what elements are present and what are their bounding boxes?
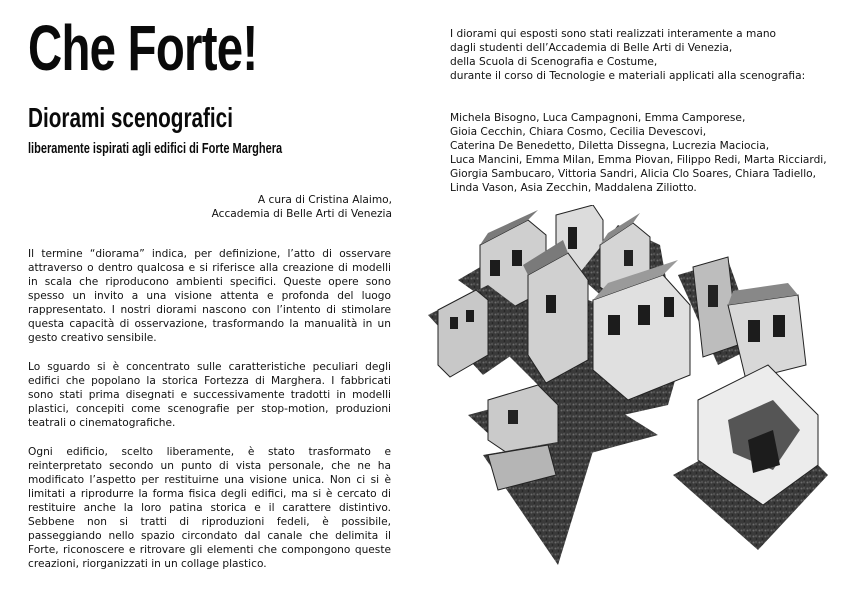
curator-institution: Accademia di Belle Arti di Venezia bbox=[211, 208, 392, 220]
diorama-collage-photo bbox=[428, 205, 840, 590]
intro-line: durante il corso di Tecnologie e materiali applicati alla scenografia: bbox=[450, 70, 806, 82]
student-line: Michela Bisogno, Luca Campagnoni, Emma Camporese, bbox=[450, 112, 746, 124]
student-line: Caterina De Benedetto, Diletta Dissegna, Lucrezia Maciocia, bbox=[450, 140, 770, 152]
student-line: Gioia Cecchin, Chiara Cosmo, Cecilia Devescovi, bbox=[450, 126, 707, 138]
curator-credit bbox=[212, 193, 392, 221]
body-paragraph: Il termine “diorama” indica, per definizione, l’atto di osservare attraverso o dentro qualcosa e si riferisce alla creazione di modelli in scala che riproducono ambienti specifici. Queste opere sono spesso un invito a una visione attenta e profonda del luogo rappresentato. I nostri diorami nascono con l’intento di stimolare questa capacità di osservazione, trasformando la manualità in un gesto creativo sensibile. bbox=[28, 248, 391, 344]
intro-line: dagli studenti dell’Accademia di Belle Arti di Venezia, bbox=[450, 42, 733, 54]
student-line: Linda Vason, Asia Zecchin, Maddalena Ziliotto. bbox=[450, 182, 697, 194]
curator-name: A cura di Cristina Alaimo, bbox=[257, 194, 392, 206]
student-line: Giorgia Sambucaro, Vittoria Sandri, Alicia Clo Soares, Chiara Tadiello, bbox=[450, 168, 816, 180]
diorama-model bbox=[483, 435, 598, 565]
diorama-model bbox=[673, 365, 828, 550]
page-title: Che Forte! bbox=[28, 12, 258, 84]
body-paragraph: Lo sguardo si è concentrato sulle caratteristiche peculiari degli edifici che popolano la storica Fortezza di Marghera. I fabbricati sono stati prima disegnati e successivamente tradotti in modelli plastici, concepiti come scenografie per stop-motion, produzioni teatrali o cinematografiche. bbox=[28, 361, 391, 429]
page-tagline: liberamente ispirati agli edifici di Forte Marghera bbox=[28, 141, 283, 157]
intro-line: della Scuola di Scenografia e Costume, bbox=[450, 56, 658, 68]
student-line: Luca Mancini, Emma Milan, Emma Piovan, Filippo Redi, Marta Ricciardi, bbox=[450, 154, 827, 166]
intro-text bbox=[450, 27, 820, 83]
student-list bbox=[450, 111, 825, 195]
page-subtitle: Diorami scenografici bbox=[28, 102, 233, 133]
intro-line: I diorami qui esposti sono stati realizzati interamente a mano bbox=[450, 28, 777, 40]
body-paragraph: Ogni edificio, scelto liberamente, è stato trasformato e reinterpretato secondo un punto di vista personale, che ne ha modificato l’aspetto per restituirne una visione unica. Non ci si è limitati a riprodurre la forma fisica degli edifici, ma si è cercato di restituire anche la loro patina storica e il carattere distintivo. Sebbene non si tratti di riproduzioni fedeli, è possibile, passeggiando nello spazio circondato dal canale che delimita il Forte, riconoscere e ritrovare gli elementi che compongono queste creazioni, riorganizzati in un collage plastico. bbox=[28, 446, 391, 570]
body-text bbox=[28, 247, 391, 586]
